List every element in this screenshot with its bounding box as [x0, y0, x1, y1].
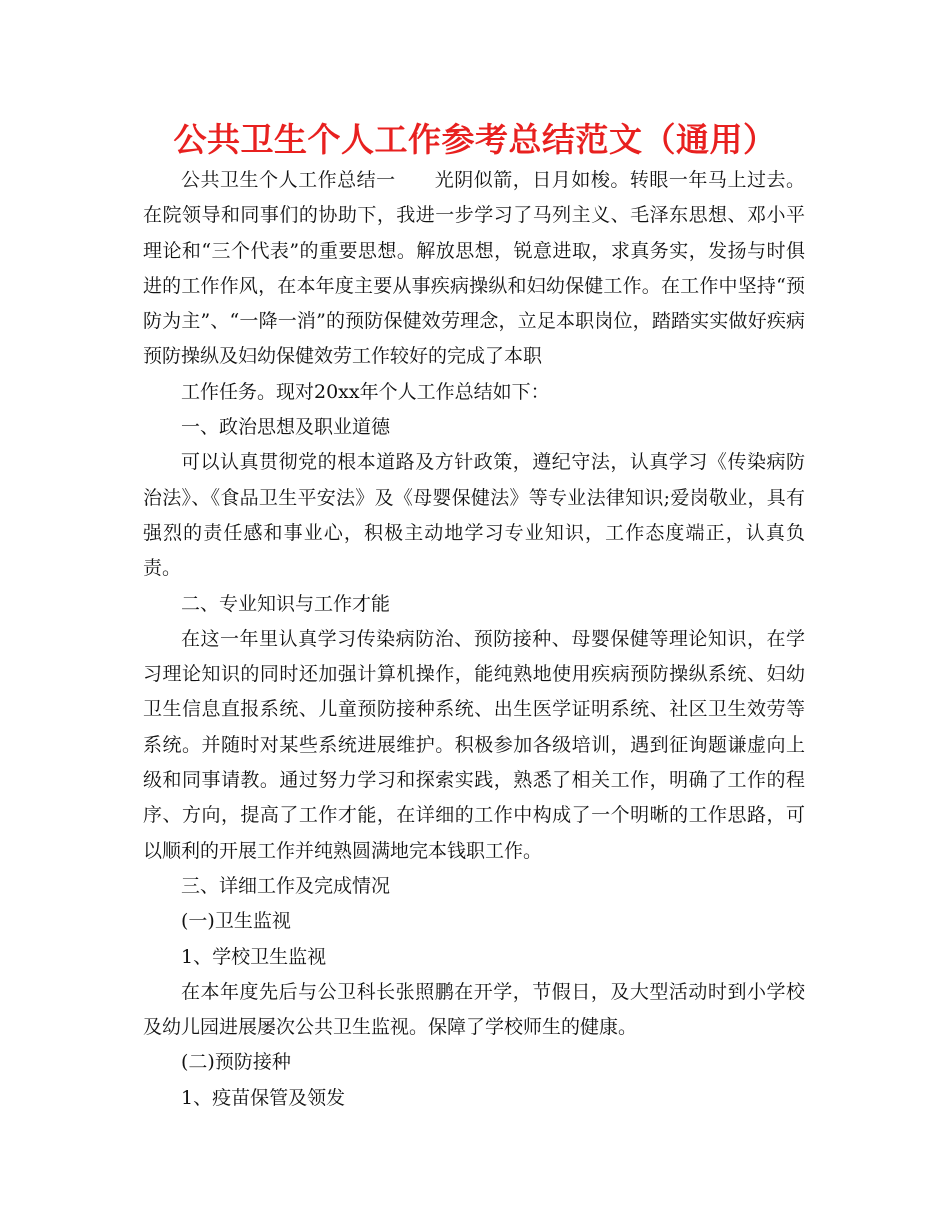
paragraph-politics: 可以认真贯彻党的根本道路及方针政策，遵纪守法，认真学习《传染病防治法》、《食品卫生平安法》及《母婴保健法》等专业法律知识;爱岗敬业，具有强烈的责任感和事业心，积极主动地学习专业知识，工作态度端正，认真负责。 [143, 451, 805, 580]
section-heading-work: 三、详细工作及完成情况 [181, 874, 391, 897]
document-title: 公共卫生个人工作参考总结范文（通用） [173, 120, 777, 159]
paragraph-skills: 在这一年里认真学习传染病防治、预防接种、母婴保健等理论知识，在学习理论知识的同时还加强计算机操作，能纯熟地使用疾病预防操纵系统、妇幼卫生信息直报系统、儿童预防接种系统、出生医学证明系统、社区卫生效劳等系统。并随时对某些系统进展维护。积极参加各级培训，遇到征询题谦虚向上级和同事请教。通过努力学习和探索实践，熟悉了相关工作，明确了工作的程序、方向，提高了工作才能，在详细的工作中构成了一个明晰的工作思路，可以顺利的开展工作并纯熟圆满地完本钱职工作。 [143, 627, 805, 862]
paragraph-intro: 公共卫生个人工作总结一 光阴似箭，日月如梭。转眼一年马上过去。在院领导和同事们的协助下，我进一步学习了马列主义、毛泽东思想、邓小平理论和“三个代表”的重要思想。解放思想，锐意进取，求真务实，发扬与时俱进的工作作风，在本年度主要从事疾病操纵和妇幼保健工作。在工作中坚持“预防为主”、“一降一消”的预防保健效劳理念，立足本职岗位，踏踏实实做好疾病预防操纵及妇幼保健效劳工作较好的完成了本职 [143, 169, 805, 368]
paragraph-school-supervision: 在本年度先后与公卫科长张照鹏在开学，节假日，及大型活动时到小学校及幼儿园进展屡次公共卫生监视。保障了学校师生的健康。 [143, 980, 805, 1039]
section-heading-politics: 一、政治思想及职业道德 [181, 416, 391, 439]
subheading-health-supervision: (一)卫生监视 [181, 910, 291, 933]
subheading-vaccination: (二)预防接种 [181, 1051, 291, 1074]
subheading-school-supervision: 1、学校卫生监视 [181, 945, 327, 968]
paragraph-summary-lead: 工作任务。现对20xx年个人工作总结如下： [181, 380, 550, 403]
section-heading-skills: 二、专业知识与工作才能 [181, 592, 391, 615]
document-body [143, 163, 805, 1116]
subheading-vaccine-storage: 1、疫苗保管及领发 [181, 1086, 346, 1109]
